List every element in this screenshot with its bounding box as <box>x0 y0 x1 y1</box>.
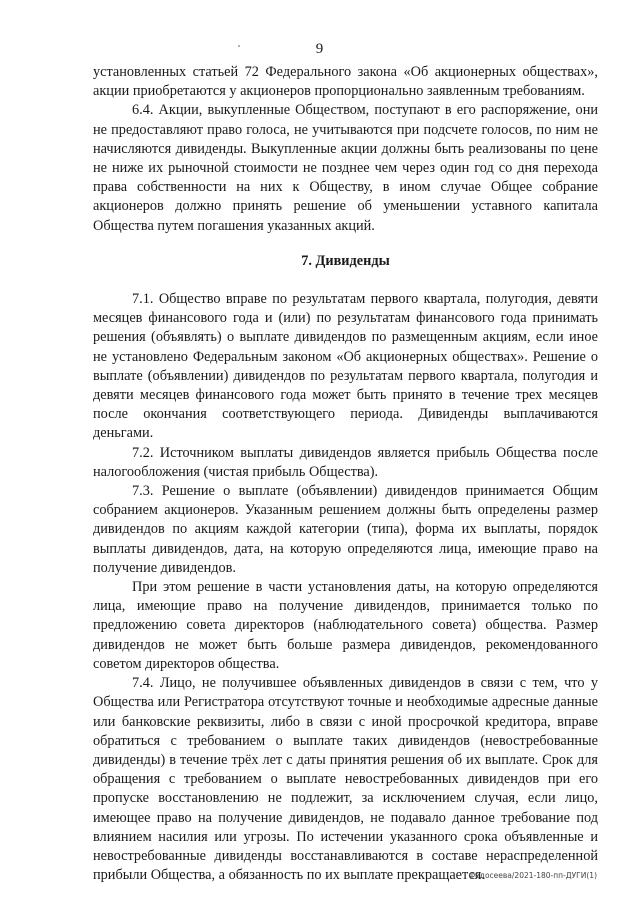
paragraph-7-3: 7.3. Решение о выплате (объявлении) дивидендов принимается Общим собранием акционеров. Указанным решением должны быть определены размер дивидендов по акциям каждой категории (типа), форма их выплаты, порядок выплаты дивидендов, дата, на которую определяются лица, имеющие право на получение дивидендов. <box>93 483 598 576</box>
page-number: 9 <box>315 41 324 57</box>
paragraph-6-4: 6.4. Акции, выкупленные Обществом, поступают в его распоряжение, они не предоставляют право голоса, не учитываются при подсчете голосов, по ним не начисляются дивиденды. Выкупленные акции должны быть реализованы по цене не ниже их рыночной стоимости не позднее чем через один год со дня перехода права собственности на них к Обществу, в ином случае Общее собрание акционеров должно принять решение об уменьшении уставного капитала Общества путем погашения указанных акций. <box>93 102 598 234</box>
document-reference: Федосеева/2021-180-пп-ДУГИ(1) <box>468 871 597 880</box>
document-body <box>93 63 598 885</box>
paragraph-continuation: установленных статьей 72 Федерального закона «Об акционерных обществах», акции приобретаются у акционеров пропорционально заявленным требованиям. <box>93 64 598 100</box>
paragraph-7-4: 7.4. Лицо, не получившее объявленных дивидендов в связи с тем, что у Общества или Регистратора отсутствуют точные и необходимые адресные данные или банковские реквизиты, либо в связи с иной просрочкой кредитора, вправе обратиться с требованием о выплате таких дивидендов (невостребованные дивиденды) в течение трёх лет с даты принятия решения об их выплате. Срок для обращения с требованием о выплате невостребованных дивидендов при его пропуске восстановлению не подлежит, за исключением случая, если лицо, имеющее право на получение дивидендов, не подавало данное требование под влиянием насилия или угрозы. По истечении указанного срока объявленные и невостребованные дивиденды восстанавливаются в составе нераспределенной прибыли Общества, а обязанность по их выплате прекращается. <box>93 675 598 884</box>
section-heading: 7. Дивиденды <box>301 252 390 269</box>
paragraph-7-1: 7.1. Общество вправе по результатам первого квартала, полугодия, девяти месяцев финансового года и (или) по результатам финансового года принимать решения (объявлять) о выплате дивидендов по размещенным акциям, если иное не установлено Федеральным законом «Об акционерных обществах». Решение о выплате (объявлении) дивидендов по результатам первого квартала, полугодия и девяти месяцев финансового года может быть принято в течение трех месяцев после окончания соответствующего периода. Дивиденды выплачиваются деньгами. <box>93 291 598 442</box>
paragraph-7-3-continued: При этом решение в части установления даты, на которую определяются лица, имеющие право на получение дивидендов, принимается только по предложению совета директоров (наблюдательного совета) общества. Размер дивидендов не может быть больше размера дивидендов, рекомендованного советом директоров общества. <box>93 579 598 672</box>
paragraph-7-2: 7.2. Источником выплаты дивидендов является прибыль Общества после налогообложения (чистая прибыль Общества). <box>93 444 598 480</box>
